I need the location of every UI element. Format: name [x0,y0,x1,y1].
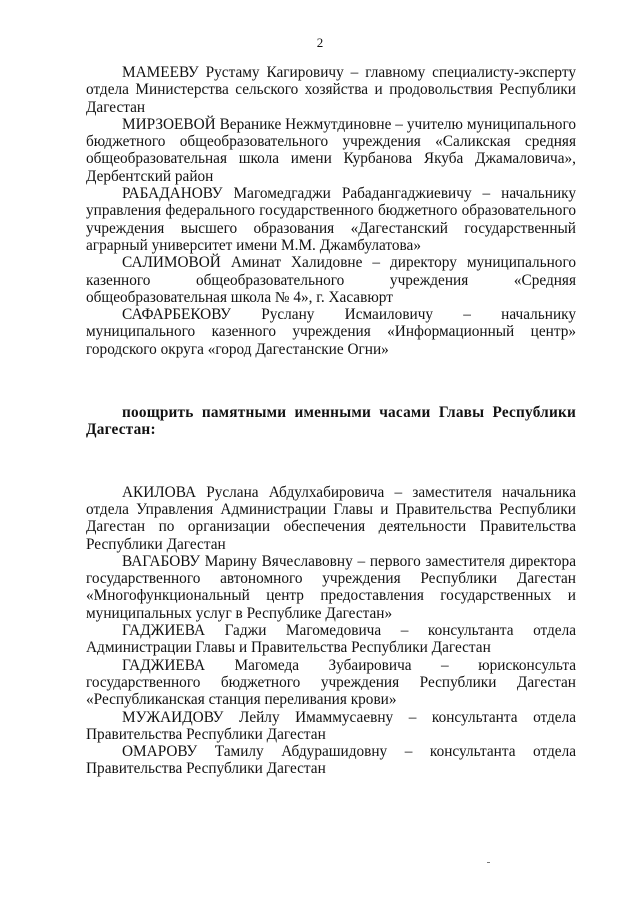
person-entry-gadzhiev-gadzhi: ГАДЖИЕВА Гаджи Магомедовича – консультанта отдела Администрации Главы и Правительства Республики Дагестан [86,622,576,657]
person-entry-akilov: АКИЛОВА Руслана Абдулхабировича – заместителя начальника отдела Управления Администрации Главы и Правительства Республики Дагестан по организации обеспечения деятельности Правительства Республики Дагестан [86,483,576,553]
section-heading: поощрить памятными именными часами Главы Республики Дагестан: [86,404,576,439]
person-entry-salimova: САЛИМОВОЙ Аминат Халидовне – директору муниципального казенного общеобразовательного учреждения «Средняя общеобразовательная школа № 4», г. Хасавюрт [86,254,576,306]
person-entry-mameev: МАМЕЕВУ Рустаму Кагировичу – главному специалисту-эксперту отдела Министерства сельского хозяйства и продовольствия Республики Дагестан [86,64,576,116]
page-number: 2 [316,35,324,50]
person-entry-vagabova: ВАГАБОВУ Марину Вячеславовну – первого заместителя директора государственного автономного учреждения Республики Дагестан «Многофункциональный центр предоставления государственных и муниципальных услуг в Республике Дагестан» [86,552,576,622]
person-entry-gadzhiev-magomed: ГАДЖИЕВА Магомеда Зубаировича – юрисконсульта государственного бюджетного учреждения Республики Дагестан «Республиканская станция переливания крови» [86,656,576,709]
person-entry-muzhaidova: МУЖАИДОВУ Лейлу Имаммусаевну – консультанта отдела Правительства Республики Дагестан [86,708,576,743]
person-entry-omarova: ОМАРОВУ Тамилу Абдурашидовну – консультанта отдела Правительства Республики Дагестан [86,743,576,778]
spacer [86,358,576,404]
spacer [86,439,576,484]
person-entry-rabadanov: РАБАДАНОВУ Магомедгаджи Рабадангаджиевичу – начальнику управления федерального государственного бюджетного образовательного учреждения высшего образования «Дагестанский государственный аграрный университет имени М.М. Джамбулатова» [86,185,576,254]
scan-speck [487,862,490,863]
document-body [86,64,576,778]
person-entry-mirzoeva: МИРЗОЕВОЙ Веранике Нежмутдиновне – учителю муниципального бюджетного общеобразовательного учреждения «Саликская средняя общеобразовательная школа имени Курбанова Якуба Джамаловича», Дербентский район [86,115,576,185]
person-entry-safarbekov: САФАРБЕКОВУ Руслану Исмаиловичу – начальнику муниципального казенного учреждения «Информационный центр» городского округа «город Дагестанские Огни» [86,306,576,358]
